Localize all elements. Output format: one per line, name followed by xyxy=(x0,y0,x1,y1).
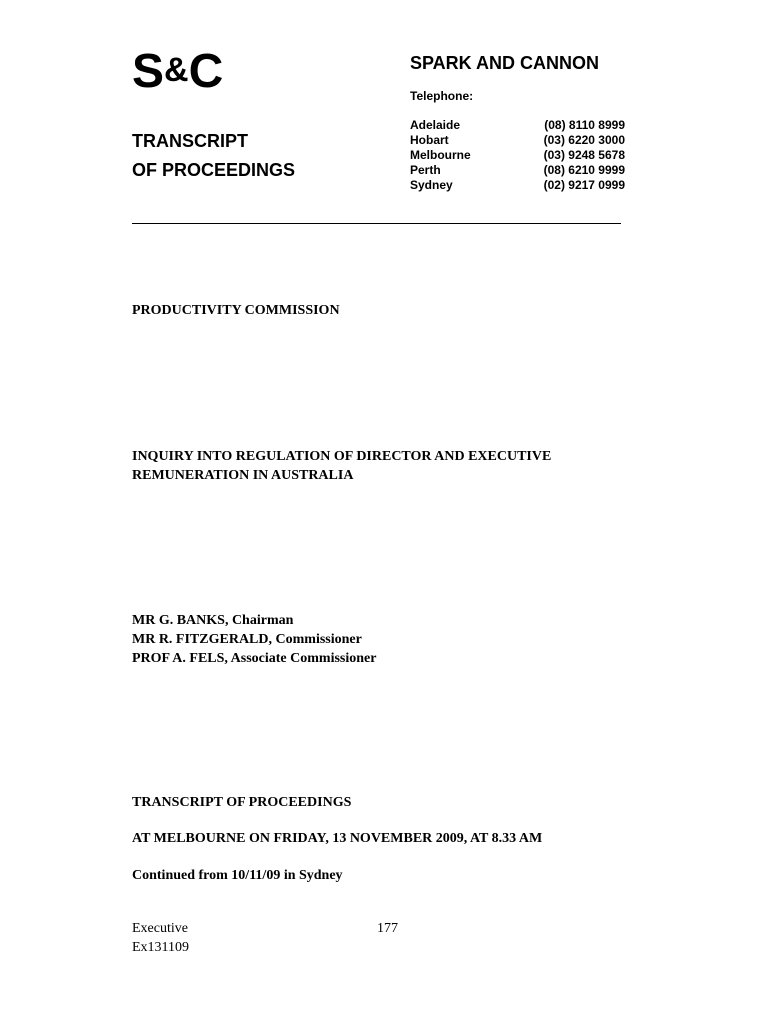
firm-name: SPARK AND CANNON xyxy=(410,53,599,73)
office-row xyxy=(410,178,625,193)
inquiry-title-line1: INQUIRY INTO REGULATION OF DIRECTOR AND EXECUTIVE xyxy=(132,449,552,464)
commissioner-item: PROF A. FELS, Associate Commissioner xyxy=(132,651,377,666)
office-row xyxy=(410,163,625,178)
proceedings-title: TRANSCRIPT OF PROCEEDINGS xyxy=(132,795,352,810)
commissioner-item: MR G. BANKS, Chairman xyxy=(132,613,294,628)
header-divider xyxy=(132,223,621,224)
company-logo xyxy=(132,46,222,96)
inquiry-title xyxy=(132,447,632,485)
continued-note: Continued from 10/11/09 in Sydney xyxy=(132,868,343,883)
office-city: Melbourne xyxy=(410,148,471,162)
document-title-line1: TRANSCRIPT xyxy=(132,131,248,151)
office-phone-list xyxy=(410,118,625,193)
commission-name: PRODUCTIVITY COMMISSION xyxy=(132,303,340,318)
document-title-line2: OF PROCEEDINGS xyxy=(132,160,296,180)
document-title xyxy=(132,127,295,185)
office-phone: (08) 6210 9999 xyxy=(543,163,625,177)
commissioner-item: MR R. FITZGERALD, Commissioner xyxy=(132,632,362,647)
inquiry-title-line2: REMUNERATION IN AUSTRALIA xyxy=(132,468,354,483)
logo-ampersand: & xyxy=(164,51,188,89)
office-row xyxy=(410,148,625,163)
telephone-label: Telephone: xyxy=(410,89,474,103)
footer-line2: Ex131109 xyxy=(132,940,190,955)
footer-line1: Executive xyxy=(132,921,188,936)
office-city: Perth xyxy=(410,163,441,177)
office-row xyxy=(410,118,625,133)
office-row xyxy=(410,133,625,148)
logo-letter-s: S xyxy=(132,45,164,98)
proceedings-date: AT MELBOURNE ON FRIDAY, 13 NOVEMBER 2009, AT 8.33 AM xyxy=(132,831,543,846)
commissioners-list xyxy=(132,611,376,668)
office-city: Adelaide xyxy=(410,118,461,132)
office-phone: (08) 8110 8999 xyxy=(544,118,625,132)
office-phone: (02) 9217 0999 xyxy=(543,178,625,192)
office-city: Hobart xyxy=(410,133,449,147)
footer-reference xyxy=(132,919,189,957)
logo-letter-c: C xyxy=(188,45,223,98)
office-phone: (03) 9248 5678 xyxy=(543,148,625,162)
page-number: 177 xyxy=(377,921,398,936)
office-phone: (03) 6220 3000 xyxy=(543,133,625,147)
office-city: Sydney xyxy=(410,178,453,192)
